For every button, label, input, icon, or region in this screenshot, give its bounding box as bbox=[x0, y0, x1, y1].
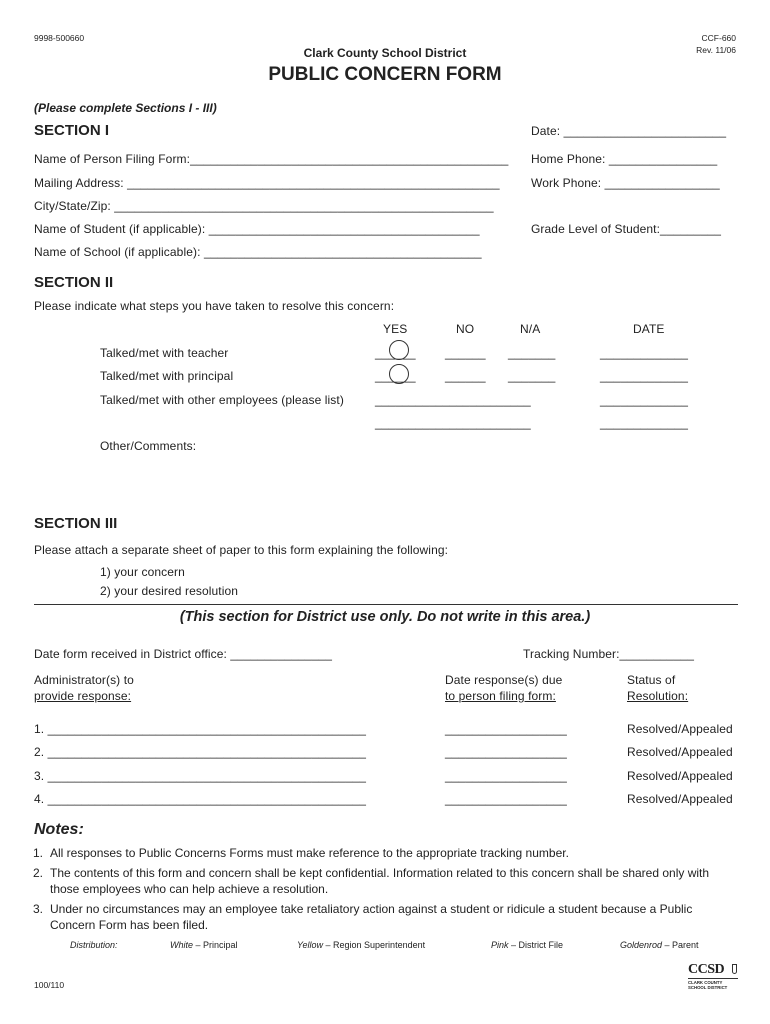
distribution-label: Distribution: bbox=[70, 940, 118, 950]
grade-field[interactable]: Grade Level of Student:_________ bbox=[531, 222, 722, 236]
admin-row-3[interactable]: 3. _______________________________________________ bbox=[34, 769, 367, 783]
note-2-text: The contents of this form and concern shall be kept confidential. Information related to this concern shall be shared only with those employees who can help achieve a resolution. bbox=[50, 866, 710, 896]
col-no: NO bbox=[456, 322, 475, 336]
section-3-heading: SECTION III bbox=[34, 515, 118, 532]
logo-text: CCSD bbox=[688, 962, 725, 977]
admin-header-line-1: Administrator(s) to bbox=[34, 673, 134, 687]
row-principal-date[interactable]: _____________ bbox=[600, 369, 689, 383]
name-field[interactable]: Name of Person Filing Form:_______________________________________________ bbox=[34, 152, 509, 166]
row-teacher-date[interactable]: _____________ bbox=[600, 346, 689, 360]
note-3-text: Under no circumstances may an employee take retaliatory action against a student or ridicule a student because a Public Concern Form has been filed. bbox=[50, 902, 693, 932]
section-2-heading: SECTION II bbox=[34, 274, 114, 291]
date-received-field[interactable]: Date form received in District office: _______________ bbox=[34, 647, 333, 661]
row-teacher-na[interactable]: _______ bbox=[508, 346, 556, 360]
row-other-date-1[interactable]: _____________ bbox=[600, 393, 689, 407]
instructions: (Please complete Sections I - III) bbox=[34, 101, 217, 115]
row-other-list-1[interactable]: _______________________ bbox=[375, 393, 531, 407]
status-row-1: Resolved/Appealed bbox=[627, 722, 733, 736]
logo-sub-1: CLARK COUNTY bbox=[688, 978, 738, 985]
form-code: 9998-500660 bbox=[34, 33, 85, 43]
admin-row-1[interactable]: 1. _______________________________________________ bbox=[34, 722, 367, 736]
status-row-4: Resolved/Appealed bbox=[627, 792, 733, 806]
district-name: Clark County School District bbox=[303, 46, 467, 60]
ccsd-logo bbox=[688, 963, 738, 990]
col-yes: YES bbox=[383, 322, 408, 336]
note-1 bbox=[33, 845, 730, 861]
due-row-4[interactable]: __________________ bbox=[445, 792, 567, 806]
row-principal-label: Talked/met with principal bbox=[100, 369, 234, 383]
distribution-yellow: Yellow – Region Superintendent bbox=[297, 940, 426, 950]
section-3-prompt: Please attach a separate sheet of paper to this form explaining the following: bbox=[34, 543, 449, 557]
admin-row-2[interactable]: 2. _______________________________________________ bbox=[34, 745, 367, 759]
note-2 bbox=[33, 865, 730, 897]
district-use-banner: (This section for District use only. Do not write in this area.) bbox=[179, 609, 591, 625]
yes-circle-mark bbox=[389, 364, 409, 384]
row-teacher-no[interactable]: ______ bbox=[445, 346, 486, 360]
due-row-3[interactable]: __________________ bbox=[445, 769, 567, 783]
row-principal-na[interactable]: _______ bbox=[508, 369, 556, 383]
school-field[interactable]: Name of School (if applicable): _________________________________________ bbox=[34, 245, 482, 259]
form-title: PUBLIC CONCERN FORM bbox=[268, 64, 502, 85]
row-other-list-2[interactable]: _______________________ bbox=[375, 416, 531, 430]
logo-shield-icon bbox=[732, 964, 737, 974]
city-field[interactable]: City/State/Zip: ________________________________________________________ bbox=[34, 199, 494, 213]
comments-label[interactable]: Other/Comments: bbox=[100, 439, 197, 453]
divider bbox=[34, 604, 738, 605]
address-field[interactable]: Mailing Address: _______________________________________________________ bbox=[34, 176, 500, 190]
distribution-line bbox=[0, 940, 770, 954]
admin-row-4[interactable]: 4. _______________________________________________ bbox=[34, 792, 367, 806]
tracking-number-field[interactable]: Tracking Number:___________ bbox=[523, 647, 695, 661]
row-other-date-2[interactable]: _____________ bbox=[600, 416, 689, 430]
response-header-line-2: to person filing form: bbox=[445, 689, 556, 703]
revision: Rev. 11/06 bbox=[696, 45, 736, 55]
section-2-prompt: Please indicate what steps you have taken to resolve this concern: bbox=[34, 299, 395, 313]
logo-sub-2: SCHOOL DISTRICT bbox=[688, 985, 728, 990]
row-other-label: Talked/met with other employees (please list) bbox=[100, 393, 344, 407]
yes-circle-mark bbox=[389, 340, 409, 360]
response-header-line-1: Date response(s) due bbox=[445, 673, 563, 687]
notes-heading: Notes: bbox=[34, 821, 84, 838]
section-3-item-2: 2) your desired resolution bbox=[100, 584, 239, 598]
status-header-line-1: Status of bbox=[627, 673, 676, 687]
distribution-white: White – Principal bbox=[170, 940, 238, 950]
due-row-1[interactable]: __________________ bbox=[445, 722, 567, 736]
admin-header-line-2: provide response: bbox=[34, 689, 132, 703]
col-date: DATE bbox=[633, 322, 665, 336]
note-1-text: All responses to Public Concerns Forms must make reference to the appropriate tracking number. bbox=[50, 846, 569, 860]
note-2-number: 2. bbox=[33, 866, 44, 880]
status-row-2: Resolved/Appealed bbox=[627, 745, 733, 759]
row-teacher-yes[interactable]: ______ bbox=[375, 346, 416, 360]
note-1-number: 1. bbox=[33, 846, 44, 860]
date-field[interactable]: Date: ________________________ bbox=[531, 124, 727, 138]
status-header-line-2: Resolution: bbox=[627, 689, 689, 703]
note-3 bbox=[33, 901, 730, 933]
ccf-number: CCF-660 bbox=[701, 33, 736, 43]
section-3-item-1: 1) your concern bbox=[100, 565, 185, 579]
note-3-number: 3. bbox=[33, 902, 44, 916]
distribution-goldenrod: Goldenrod – Parent bbox=[620, 940, 699, 950]
section-1-heading: SECTION I bbox=[34, 122, 110, 139]
row-teacher-label: Talked/met with teacher bbox=[100, 346, 229, 360]
work-phone-field[interactable]: Work Phone: _________________ bbox=[531, 176, 720, 190]
due-row-2[interactable]: __________________ bbox=[445, 745, 567, 759]
student-field[interactable]: Name of Student (if applicable): ________________________________________ bbox=[34, 222, 480, 236]
row-principal-no[interactable]: ______ bbox=[445, 369, 486, 383]
row-principal-yes[interactable]: ______ bbox=[375, 369, 416, 383]
col-na: N/A bbox=[520, 322, 541, 336]
status-row-3: Resolved/Appealed bbox=[627, 769, 733, 783]
distribution-pink: Pink – District File bbox=[491, 940, 564, 950]
home-phone-field[interactable]: Home Phone: ________________ bbox=[531, 152, 718, 166]
footer-code: 100/110 bbox=[34, 980, 65, 990]
